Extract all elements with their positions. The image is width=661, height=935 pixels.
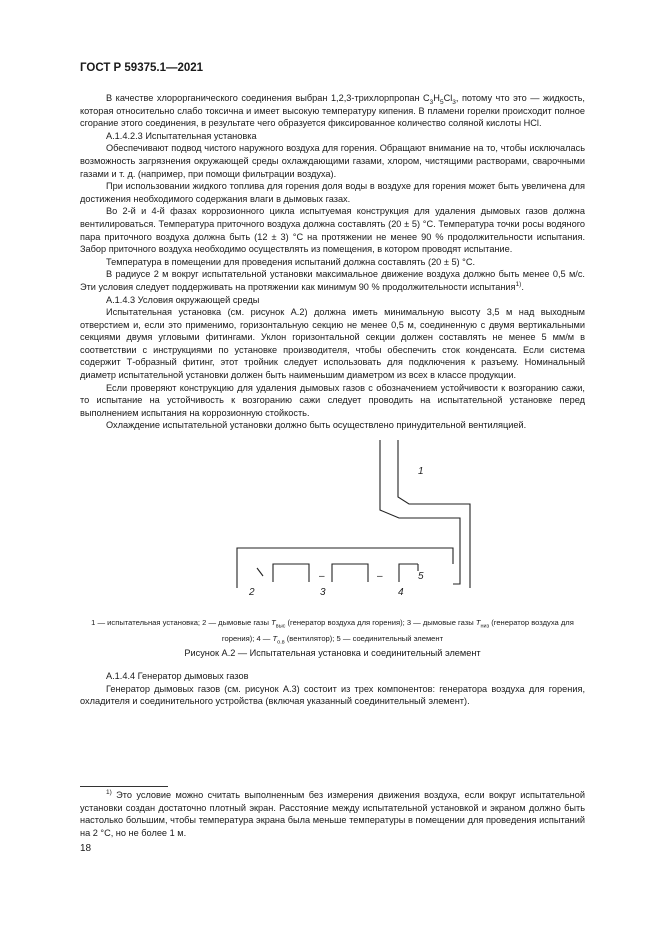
figure-label-3: 3: [320, 587, 326, 598]
figure-label-2: 2: [249, 587, 255, 598]
paragraph-5: Во 2-й и 4-й фазах коррозионного цикла испытуемая конструкция для удаления дымовых газов должна вентилироваться. Температура приточного воздуха должна составлять (20 ± 5) °С. Температура точки росы водяного пара приточного воздуха должна быть (12 ± 3) °С на протяжении не менее 90 % продолжительности испытания. Забор приточного воздуха необходимо осуществлять из помещения, в котором проводят испытание.: [80, 206, 585, 255]
figure-label-4: 4: [398, 587, 404, 598]
figure-label-5: 5: [418, 571, 424, 582]
section-heading: А.1.4.4 Генератор дымовых газов: [106, 671, 249, 681]
page-number: 18: [80, 843, 92, 854]
paragraph-7: В радиусе 2 м вокруг испытательной установки максимальное движение воздуха должно быть менее 0,5 м/с. Эти условия следует поддерживать на протяжении как минимум 90 % продолжительности испытания$^{1)}$.: [80, 269, 585, 292]
figure-dash: –: [319, 571, 325, 582]
paragraph-3: Обеспечивают подвод чистого наружного воздуха для горения. Обращают внимание на то, чтобы исключалась возможность загрязнения окружающей среды охлаждающими газами, хлором, чистящими растворами, сварочными газами и т. д. (например, при помощи фильтрации воздуха).: [80, 143, 585, 179]
paragraph-1: [80, 92, 585, 130]
test-setup-figure: [225, 440, 485, 605]
element-2: [257, 568, 263, 576]
paragraph-generator: Генератор дымовых газов (см. рисунок А.3) состоит из трех компонентов: генератора воздуха для горения, охладителя и соединительного устройства (включая указанный соединительный элемент).: [80, 683, 585, 707]
footnote-marker: 1): [106, 788, 112, 796]
footnote: [80, 789, 585, 839]
paragraph-10: Если проверяют конструкцию для удаления дымовых газов с обозначением устойчивости к возгоранию сажи, то испытание на устойчивость к возгоранию сажи следует проводить на испытательной установке перед выполнением испытания на коррозионную стойкость.: [80, 382, 585, 418]
figure-dash: –: [377, 571, 383, 582]
paragraph-text: , потому что это — жидкость, которая относительно слабо токсична и имеет высокую температуру кипения. В пламени горелки происходит полное сгорание этого соединения, в результате чего образуется фиксированное количество соляной кислоты HCl.: [80, 93, 585, 129]
footnote-divider: [80, 786, 168, 787]
paragraph-11: Охлаждение испытательной установки должно быть осуществлено принудительной вентиляцией.: [106, 420, 527, 431]
body-text: [80, 92, 585, 432]
paragraph-text: В качестве хлорорганического соединения выбран 1,2,3-трихлорпропан: [106, 93, 424, 103]
footnote-text: Это условие можно считать выполненным без измерения движения воздуха, если вокруг испытательной установки создан достаточно плотный экран. Расстояние между испытательной установкой и экраном должно быть настолько большим, чтобы температура экрана была меньше температуры в помещении для проведения испытаний на 2 °С, но не более 1 м.: [80, 790, 585, 838]
document-header: ГОСТ Р 59375.1—2021: [80, 62, 204, 74]
section-heading: А.1.4.3 Условия окружающей среды: [106, 294, 260, 305]
chemical-formula: $C_3H_5Cl_3$: [423, 93, 456, 106]
element-4-box: [332, 564, 368, 582]
pipe-outer-wall: [380, 440, 460, 584]
figure-caption: Рисунок А.2 — Испытательная установка и соединительный элемент: [184, 648, 481, 658]
element-5-box: [399, 564, 418, 582]
connection-line: [237, 548, 453, 588]
figure-label-1: 1: [418, 466, 424, 477]
figure-legend: 1 — испытательная установка; 2 — дымовые газы $T_{выс}$ (генератор воздуха для горения); 3 — дымовые газы $T_{низ}$ (генератор воздуха для горения); 4 — $T_{о.в}$ (вентилятор); 5 — соединительный элемент: [91, 618, 574, 646]
footnote-ref: 1): [515, 280, 522, 288]
paragraph-6: Температура в помещении для проведения испытаний должна составлять (20 ± 5) °С.: [106, 256, 476, 267]
paragraph-9: Испытательная установка (см. рисунок А.2) должна иметь минимальную высоту 3,5 м над выходным отверстием и, если это применимо, горизонтальную секцию не менее 0,5 м, соединенную с двумя вертикальными секциями двумя угловыми фитингами. Уклон горизонтальной секции должен составлять не менее 5 мм/м в соответствии с инструкциями по установке производителя, чтобы обеспечить сток конденсата. Если система содержит Т-образный фитинг, этот тройник следует использовать для подключения к разъему. Номинальный диаметр испытательной установки должен быть наименьшим диаметром из всех в классе продукции.: [80, 307, 585, 381]
test-setup-diagram: [225, 440, 485, 605]
paragraph-4: При использовании жидкого топлива для горения доля воды в воздухе для горения может быть увеличена для достижения необходимого содержания влаги в дымовых газах.: [80, 181, 585, 204]
section-heading: А.1.4.2.3 Испытательная установка: [106, 130, 257, 141]
element-3-box: [273, 564, 309, 582]
after-figure-text: [80, 670, 585, 708]
pipe-inner-wall: [398, 440, 470, 588]
